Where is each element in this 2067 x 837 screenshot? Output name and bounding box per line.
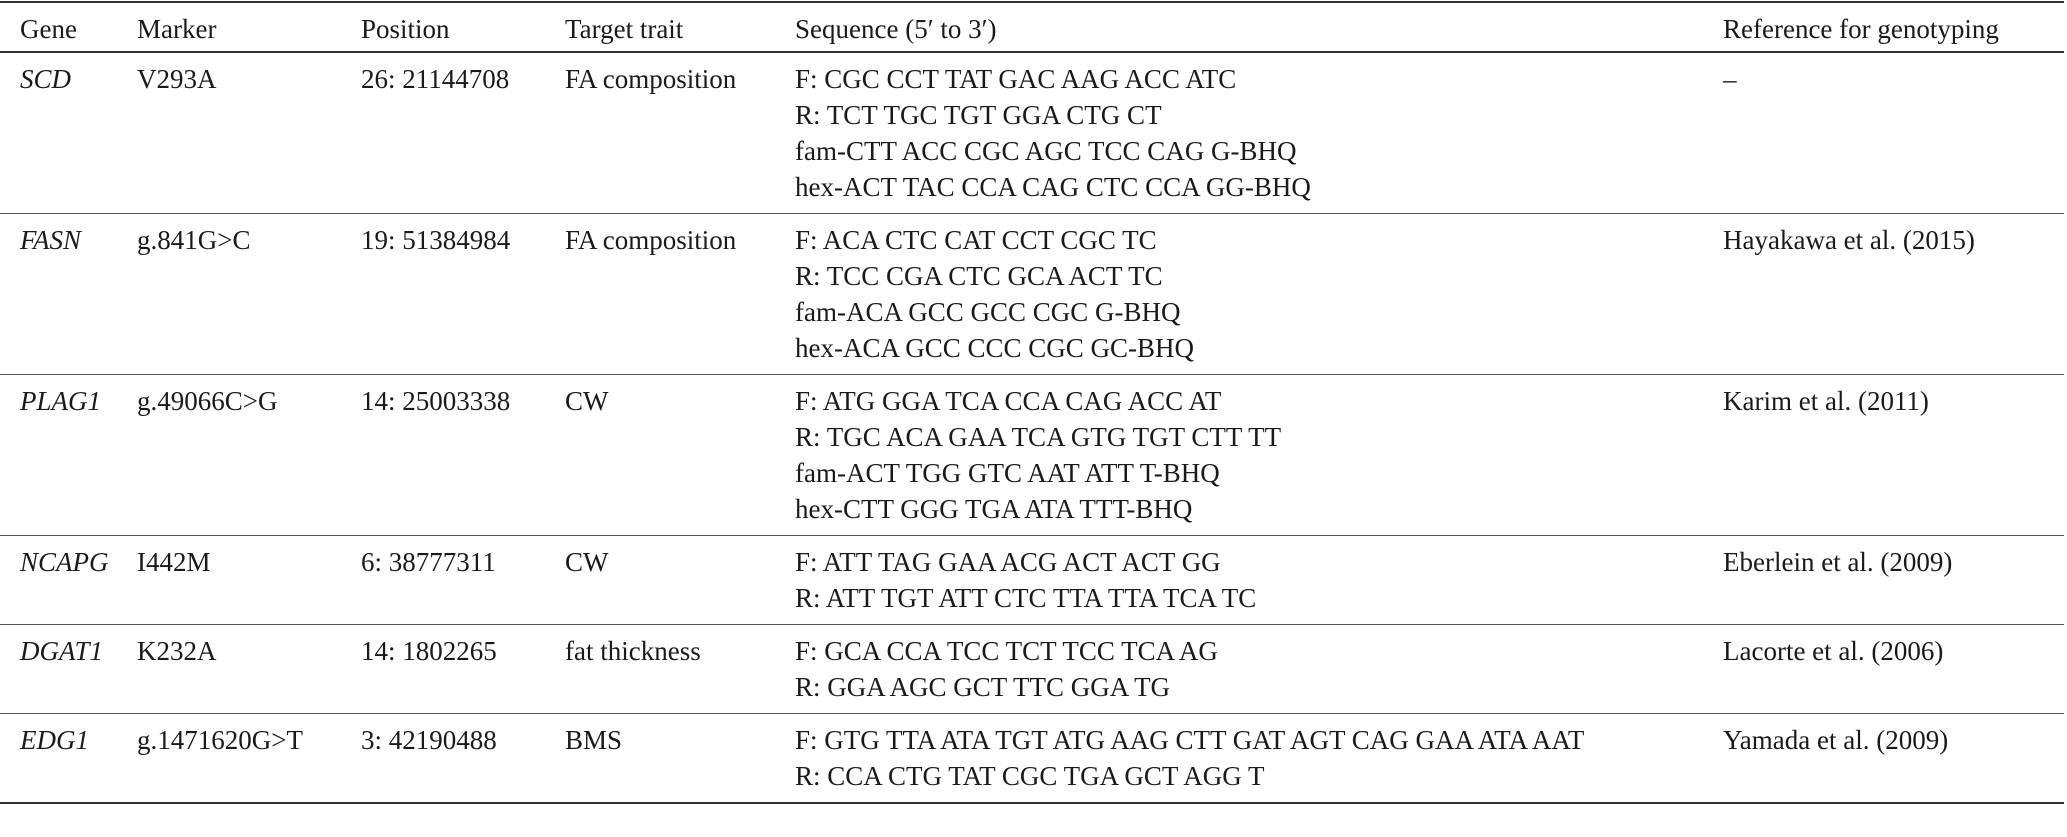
table-body: [0, 52, 2064, 803]
cell-sequence: [795, 52, 1723, 214]
sequence-line: hex-ACA GCC CCC CGC GC-BHQ: [795, 333, 1195, 363]
sequence-line: fam-ACA GCC GCC CGC G-BHQ: [795, 297, 1181, 327]
table-row: [0, 375, 2064, 536]
cell-position: 19: 51384984: [361, 225, 511, 255]
cell-reference: Lacorte et al. (2006): [1723, 636, 1944, 666]
sequence-line: F: GCA CCA TCC TCT TCC TCA AG: [795, 636, 1218, 666]
header-marker: Marker: [137, 14, 217, 44]
cell-marker: g.1471620G>T: [137, 725, 303, 755]
cell-gene: NCAPG: [20, 547, 109, 577]
cell-sequence: [795, 536, 1723, 625]
cell-target-trait: fat thickness: [565, 636, 701, 666]
cell-gene: FASN: [20, 225, 82, 255]
cell-position: 26: 21144708: [361, 64, 510, 94]
cell-target-trait: BMS: [565, 725, 623, 755]
table-row: [0, 52, 2064, 214]
header-gene: Gene: [20, 14, 77, 44]
header-sequence: Sequence (5′ to 3′): [795, 14, 997, 44]
cell-reference: Hayakawa et al. (2015): [1723, 225, 1975, 255]
cell-reference: Eberlein et al. (2009): [1723, 547, 1953, 577]
cell-gene: DGAT1: [20, 636, 104, 666]
cell-marker: g.49066C>G: [137, 386, 278, 416]
sequence-line: fam-CTT ACC CGC AGC TCC CAG G-BHQ: [795, 136, 1297, 166]
cell-position: 3: 42190488: [361, 725, 497, 755]
sequence-line: R: CCA CTG TAT CGC TGA GCT AGG T: [795, 761, 1265, 791]
sequence-line: hex-CTT GGG TGA ATA TTT-BHQ: [795, 494, 1193, 524]
cell-reference: –: [1723, 64, 1737, 94]
cell-target-trait: CW: [565, 386, 609, 416]
table-row: [0, 214, 2064, 375]
cell-position: 14: 25003338: [361, 386, 511, 416]
sequence-line: R: GGA AGC GCT TTC GGA TG: [795, 672, 1171, 702]
sequence-line: F: CGC CCT TAT GAC AAG ACC ATC: [795, 64, 1237, 94]
cell-target-trait: FA composition: [565, 225, 737, 255]
header-target-trait: Target trait: [565, 14, 684, 44]
sequence-line: F: GTG TTA ATA TGT ATG AAG CTT GAT AGT CAG GAA ATA AAT: [795, 725, 1585, 755]
sequence-line: R: TCC CGA CTC GCA ACT TC: [795, 261, 1163, 291]
table-row: [0, 536, 2064, 625]
cell-marker: I442M: [137, 547, 211, 577]
cell-marker: V293A: [137, 64, 217, 94]
sequence-line: R: TGC ACA GAA TCA GTG TGT CTT TT: [795, 422, 1282, 452]
cell-gene: SCD: [20, 64, 72, 94]
table-row: [0, 625, 2064, 714]
cell-gene: EDG1: [20, 725, 89, 755]
cell-marker: K232A: [137, 636, 217, 666]
sequence-line: F: ACA CTC CAT CCT CGC TC: [795, 225, 1157, 255]
cell-target-trait: CW: [565, 547, 609, 577]
genotyping-primers-table: [0, 1, 2064, 804]
cell-position: 14: 1802265: [361, 636, 497, 666]
table-row: [0, 714, 2064, 804]
sequence-line: F: ATG GGA TCA CCA CAG ACC AT: [795, 386, 1222, 416]
header-position: Position: [361, 14, 450, 44]
genotyping-table-container: [0, 1, 2067, 837]
header-row: [0, 2, 2064, 52]
sequence-line: R: TCT TGC TGT GGA CTG CT: [795, 100, 1162, 130]
cell-sequence: [795, 375, 1723, 536]
sequence-line: F: ATT TAG GAA ACG ACT ACT GG: [795, 547, 1221, 577]
cell-reference: Yamada et al. (2009): [1723, 725, 1949, 755]
cell-sequence: [795, 714, 1723, 804]
cell-gene: PLAG1: [20, 386, 101, 416]
table-header: [0, 2, 2064, 52]
cell-position: 6: 38777311: [361, 547, 496, 577]
cell-target-trait: FA composition: [565, 64, 737, 94]
cell-reference: Karim et al. (2011): [1723, 386, 1929, 416]
header-reference: Reference for genotyping: [1723, 14, 1999, 44]
sequence-line: hex-ACT TAC CCA CAG CTC CCA GG-BHQ: [795, 172, 1311, 202]
sequence-line: R: ATT TGT ATT CTC TTA TTA TCA TC: [795, 583, 1257, 613]
cell-sequence: [795, 625, 1723, 714]
cell-sequence: [795, 214, 1723, 375]
sequence-line: fam-ACT TGG GTC AAT ATT T-BHQ: [795, 458, 1220, 488]
cell-marker: g.841G>C: [137, 225, 251, 255]
